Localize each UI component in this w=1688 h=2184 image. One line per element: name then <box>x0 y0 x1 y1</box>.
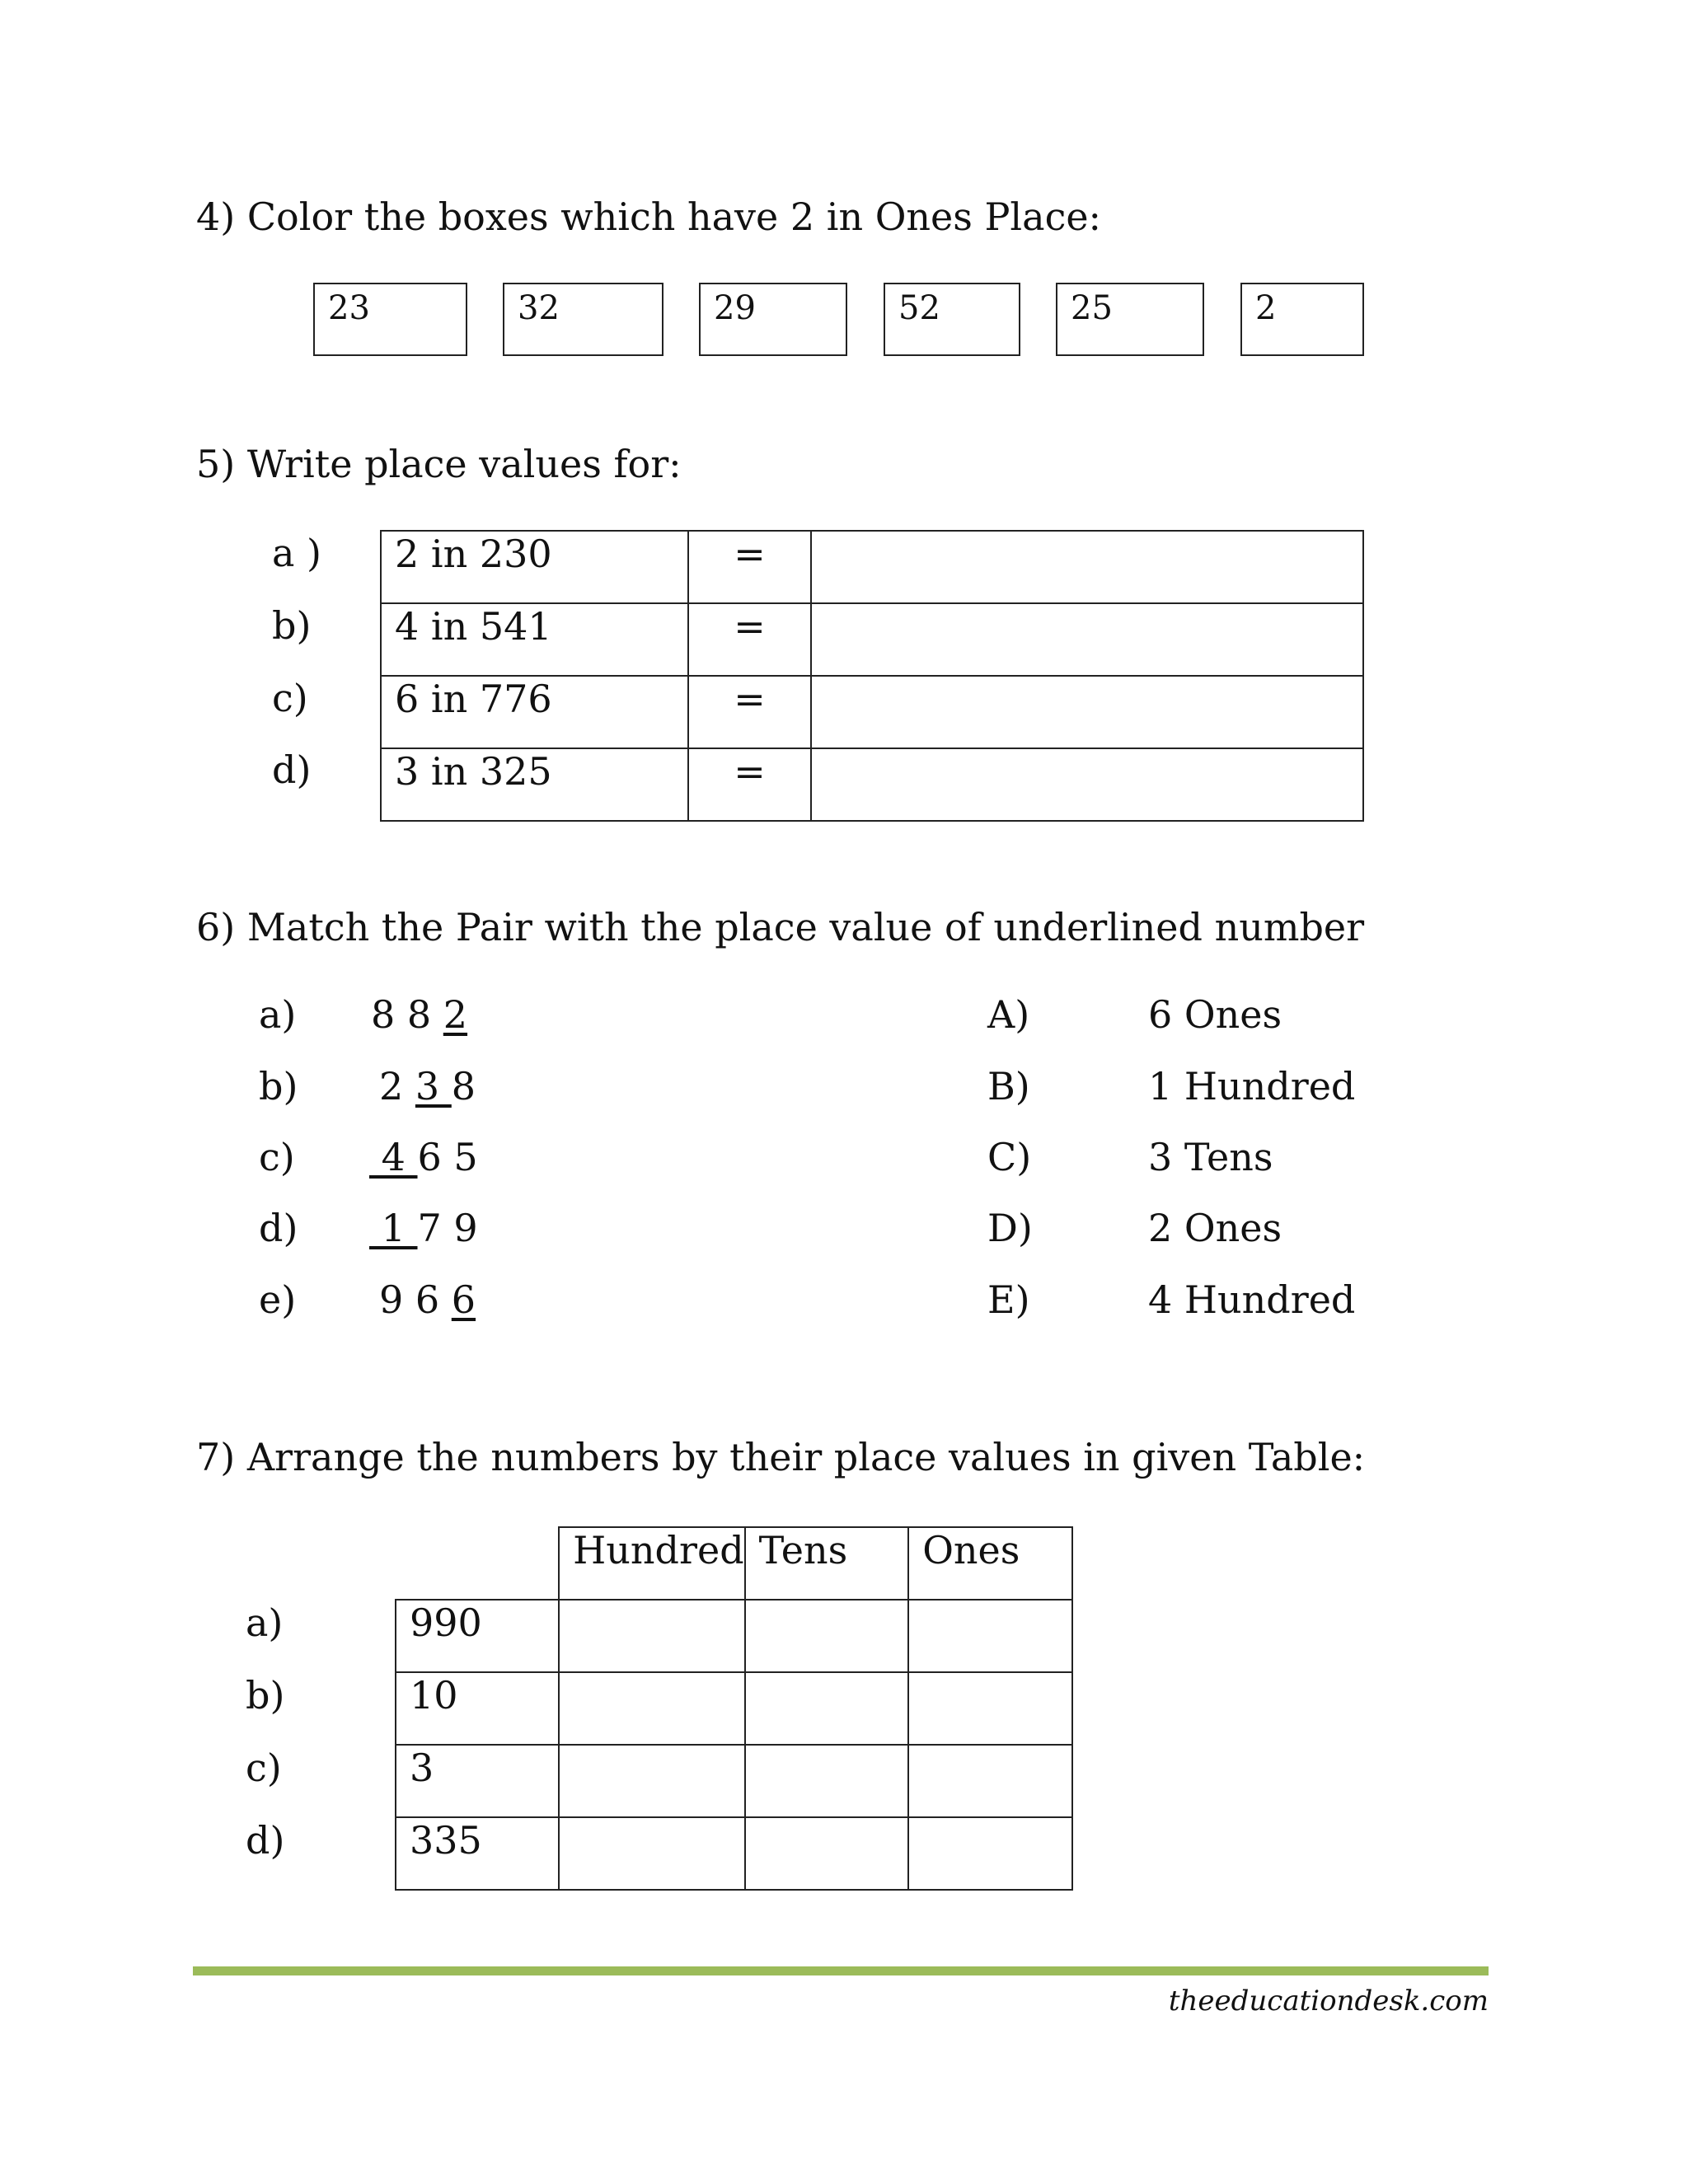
number-cell: 3 <box>396 1745 559 1817</box>
number-cell: 10 <box>396 1672 559 1745</box>
match-right-label: C) <box>987 1135 1032 1179</box>
underlined-digit: 2 <box>443 992 468 1037</box>
ones-cell[interactable] <box>908 1672 1072 1745</box>
match-right-label: A) <box>987 992 1030 1037</box>
digits: 6 5 <box>417 1135 478 1179</box>
equals-cell: = <box>688 603 811 676</box>
expr-cell: 6 in 776 <box>381 676 688 748</box>
match-left-number[interactable] <box>369 1206 478 1250</box>
match-left-number[interactable] <box>379 1064 476 1108</box>
hundred-cell[interactable] <box>559 1672 744 1745</box>
table-row <box>396 1672 1072 1745</box>
match-right-answer[interactable]: 1 Hundred <box>1148 1064 1356 1108</box>
footer-divider <box>193 1966 1489 1975</box>
match-left-label: b) <box>259 1064 298 1108</box>
match-right-answer[interactable]: 2 Ones <box>1148 1206 1282 1250</box>
expr-cell: 2 in 230 <box>381 531 688 603</box>
arrange-table <box>395 1526 1073 1891</box>
header-hundred: Hundred <box>559 1527 744 1600</box>
q7-row-label: c) <box>246 1746 282 1790</box>
q5-title: 5) Write place values for: <box>196 442 682 486</box>
answer-cell[interactable] <box>811 603 1363 676</box>
ones-cell[interactable] <box>908 1817 1072 1890</box>
q5-row-label: d) <box>272 748 312 792</box>
tens-cell[interactable] <box>745 1745 909 1817</box>
match-right-label: E) <box>987 1277 1030 1322</box>
hundred-cell[interactable] <box>559 1600 744 1672</box>
tens-cell[interactable] <box>745 1672 909 1745</box>
match-left-number[interactable] <box>371 992 467 1037</box>
digits: 8 8 <box>371 992 443 1037</box>
ones-cell[interactable] <box>908 1600 1072 1672</box>
match-left-label: e) <box>259 1277 297 1322</box>
answer-cell[interactable] <box>811 748 1363 821</box>
match-right-label: B) <box>987 1064 1030 1108</box>
number-box[interactable]: 32 <box>503 283 663 356</box>
header-tens: Tens <box>745 1527 909 1600</box>
table-row <box>396 1817 1072 1890</box>
answer-cell[interactable] <box>811 676 1363 748</box>
match-right-answer[interactable]: 4 Hundred <box>1148 1277 1356 1322</box>
equals-cell: = <box>688 748 811 821</box>
q4-title: 4) Color the boxes which have 2 in Ones Place: <box>196 194 1102 239</box>
underlined-digit: 3 <box>415 1064 452 1108</box>
equals-cell: = <box>688 676 811 748</box>
table-row <box>381 531 1363 603</box>
underlined-digit: 6 <box>451 1277 476 1322</box>
underlined-digit: 1 <box>369 1206 418 1250</box>
number-cell: 990 <box>396 1600 559 1672</box>
match-left-number[interactable] <box>369 1135 478 1179</box>
table-row <box>381 748 1363 821</box>
empty-corner <box>396 1527 559 1600</box>
table-row <box>396 1600 1072 1672</box>
number-box[interactable]: 25 <box>1056 283 1204 356</box>
digits: 7 9 <box>417 1206 478 1250</box>
expr-cell: 4 in 541 <box>381 603 688 676</box>
header-row <box>396 1527 1072 1600</box>
table-row <box>381 603 1363 676</box>
q6-title: 6) Match the Pair with the place value of underlined number <box>196 905 1365 949</box>
hundred-cell[interactable] <box>559 1817 744 1890</box>
digits: 2 <box>379 1064 415 1108</box>
match-right-label: D) <box>987 1206 1033 1250</box>
underlined-digit: 4 <box>369 1135 418 1179</box>
tens-cell[interactable] <box>745 1600 909 1672</box>
q7-title: 7) Arrange the numbers by their place values in given Table: <box>196 1435 1366 1479</box>
match-left-label: c) <box>259 1135 295 1179</box>
q7-row-label: a) <box>246 1601 284 1645</box>
tens-cell[interactable] <box>745 1817 909 1890</box>
answer-cell[interactable] <box>811 531 1363 603</box>
ones-cell[interactable] <box>908 1745 1072 1817</box>
equals-cell: = <box>688 531 811 603</box>
match-right-answer[interactable]: 6 Ones <box>1148 992 1282 1037</box>
place-value-table <box>380 530 1364 822</box>
q7-row-label: b) <box>246 1673 285 1718</box>
number-box[interactable]: 52 <box>884 283 1020 356</box>
footer-site: theeducationdesk.com <box>1168 1985 1489 2018</box>
q5-row-label: b) <box>272 603 312 648</box>
match-left-label: d) <box>259 1206 298 1250</box>
q5-row-label: a ) <box>272 531 321 575</box>
match-right-answer[interactable]: 3 Tens <box>1148 1135 1273 1179</box>
expr-cell: 3 in 325 <box>381 748 688 821</box>
header-ones: Ones <box>908 1527 1072 1600</box>
hundred-cell[interactable] <box>559 1745 744 1817</box>
match-left-label: a) <box>259 992 297 1037</box>
number-box[interactable]: 2 <box>1240 283 1364 356</box>
q7-row-label: d) <box>246 1818 285 1863</box>
digits: 8 <box>451 1064 476 1108</box>
number-cell: 335 <box>396 1817 559 1890</box>
table-row <box>381 676 1363 748</box>
number-box[interactable]: 29 <box>699 283 847 356</box>
digits: 9 6 <box>379 1277 452 1322</box>
number-box[interactable]: 23 <box>313 283 467 356</box>
table-row <box>396 1745 1072 1817</box>
match-left-number[interactable] <box>379 1277 476 1322</box>
q5-row-label: c) <box>272 676 308 720</box>
